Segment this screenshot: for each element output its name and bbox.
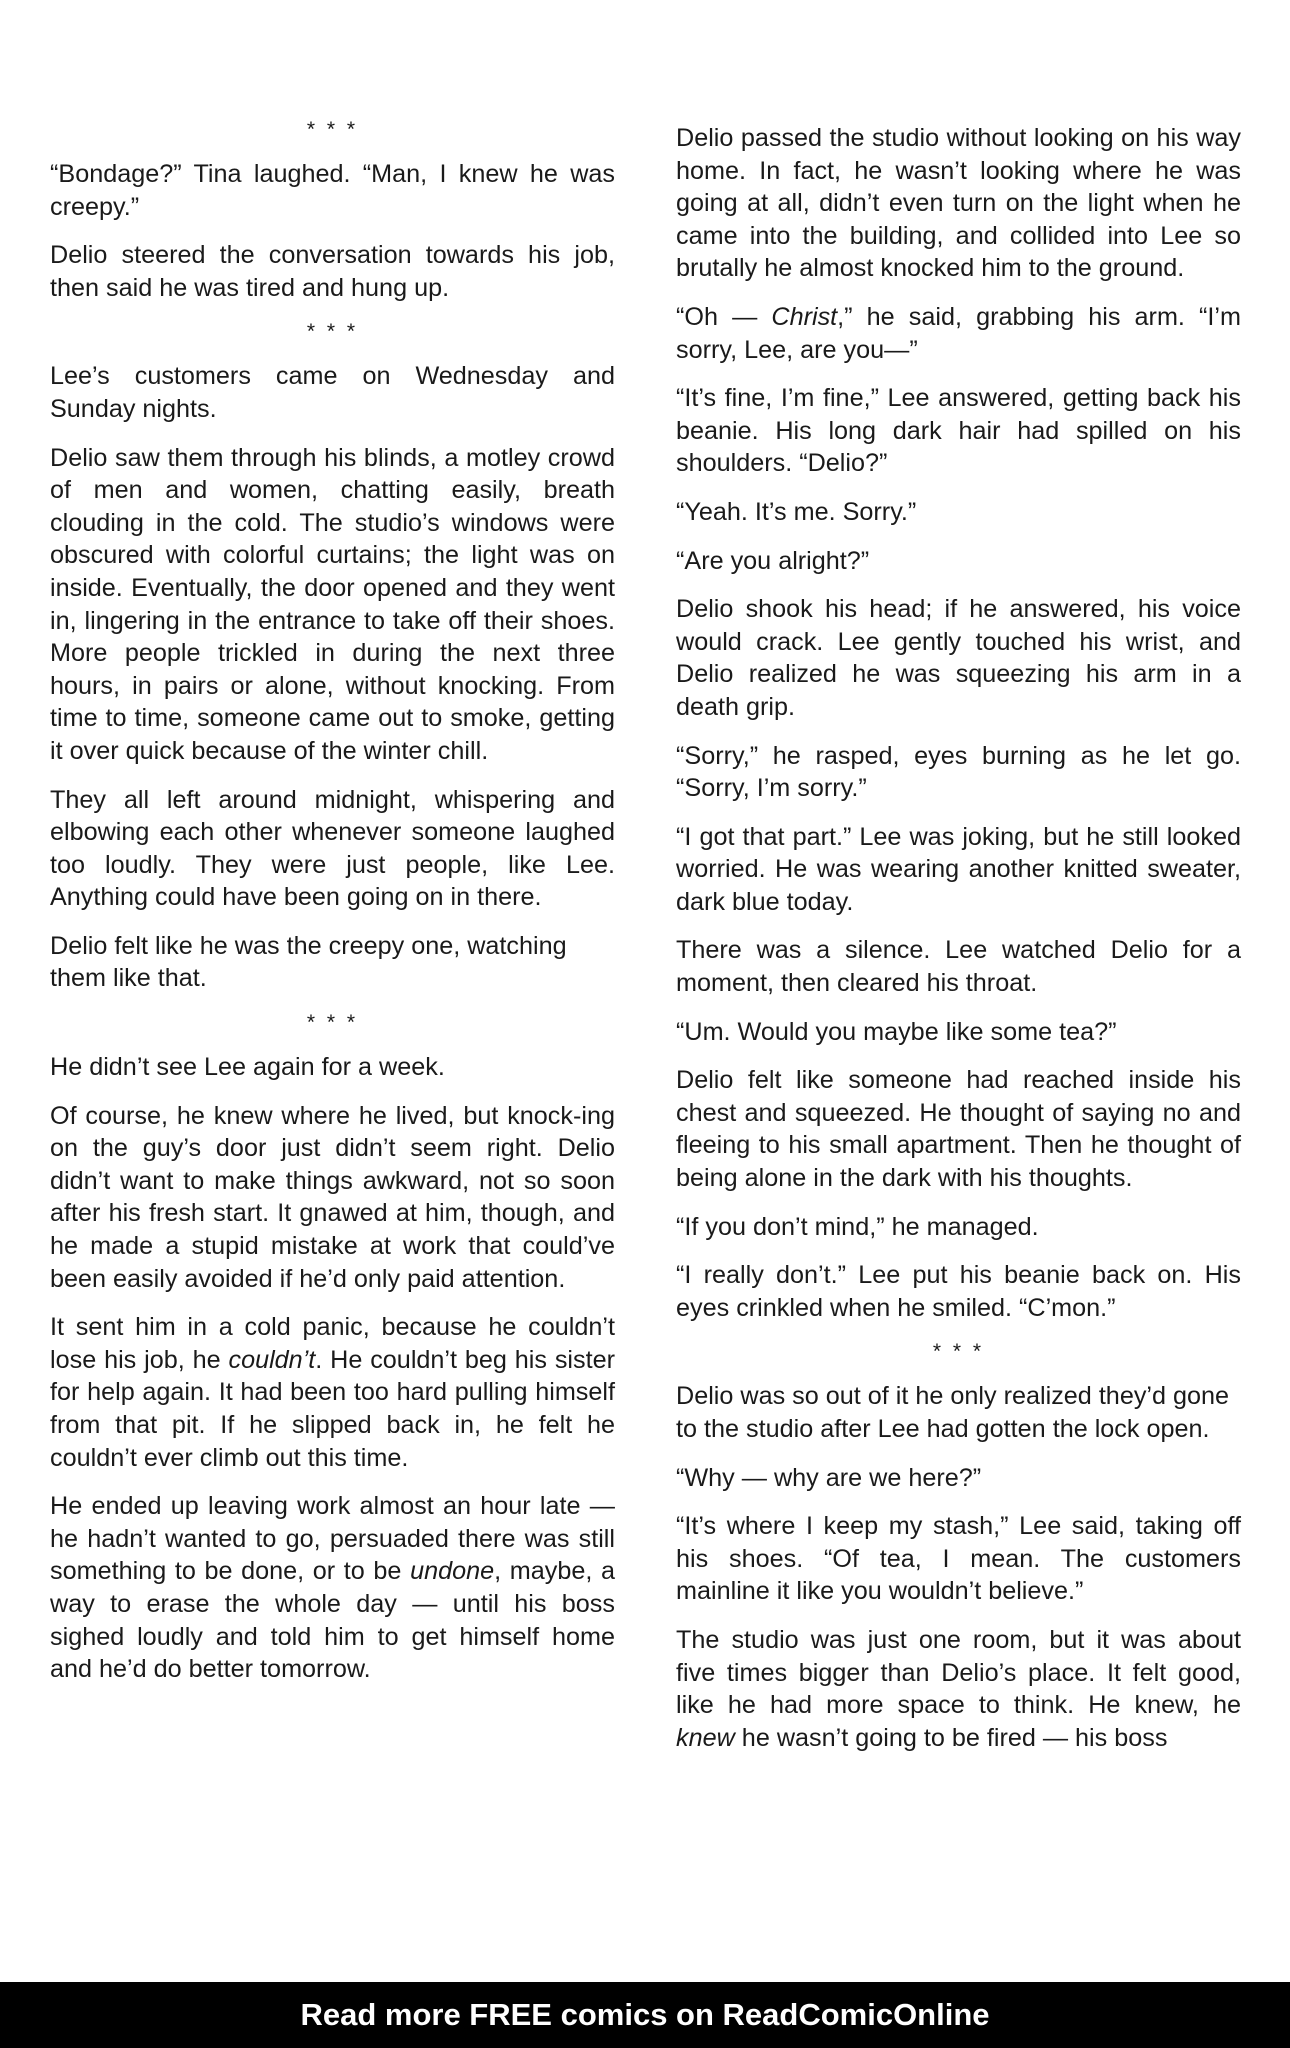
text-run: It sent him in a cold panic, because he couldn’t lose his job, he: [50, 1313, 615, 1374]
paragraph: [676, 593, 1241, 723]
text-run: . He couldn’t beg his sister for help again. It had been too hard pulling himself from that pit. If he slipped back in, he felt he couldn’t ever climb out this time.: [50, 1345, 615, 1472]
italic-text-run: couldn’t: [228, 1345, 316, 1374]
text-run: “If you don’t mind,” he managed.: [676, 1212, 1039, 1241]
text-run: Of course, he knew where he lived, but knock-ing on the guy’s door just didn’t seem right. Delio didn’t want to make things awkward, not so soon after his fresh start. It gnawed at him, though, and he made a stupid mistake at work that could’ve been easily avoided if he’d only paid attention.: [50, 1101, 615, 1293]
italic-text-run: Christ: [771, 302, 838, 331]
paragraph: [50, 158, 615, 223]
paragraph: [50, 360, 615, 425]
text-run: Delio passed the studio without looking on his way home. In fact, he wasn’t looking where he was going at all, didn’t even turn on the light when he came into the building, and collided into Lee so brutally he almost knocked him to the ground.: [676, 124, 1241, 283]
paragraph: [676, 545, 1241, 578]
paragraph: [676, 740, 1241, 805]
text-run: Delio shook his head; if he answered, his voice would crack. Lee gently touched his wrist, and Delio realized he was squeezing his arm in a death grip.: [676, 595, 1241, 721]
text-run: “I really don’t.” Lee put his beanie back on. His eyes crinkled when he smiled. “C’mon.”: [676, 1261, 1241, 1322]
italic-text-run: undone: [410, 1557, 495, 1586]
text-run: Delio saw them through his blinds, a motley crowd of men and women, chatting easily, breath clouding in the cold. The studio’s windows were obscured with colorful curtains; the light was on inside. Eventually, the door opened and they went in, lingering in the entrance to take off their shoes. More people trickled in during the next three hours, in pairs or alone, without knocking. From time to time, someone came out to smoke, getting it over quick because of the winter chill.: [50, 443, 615, 765]
section-break: * * *: [306, 320, 359, 344]
text-run: “Why — why are we here?”: [676, 1463, 982, 1492]
text-run: He ended up leaving work almost an hour late — he hadn’t wanted to go, persuaded there was still something to be done, or to be: [50, 1492, 615, 1586]
paragraph: [676, 1380, 1241, 1445]
paragraph: [50, 442, 615, 768]
text-run: He didn’t see Lee again for a week.: [50, 1053, 445, 1082]
paragraph: [50, 1311, 615, 1474]
paragraph: [50, 930, 615, 995]
text-run: “Um. Would you maybe like some tea?”: [676, 1017, 1117, 1046]
paragraph: [676, 1211, 1241, 1244]
paragraph: [50, 784, 615, 914]
text-run: “Oh —: [676, 302, 772, 331]
text-run: “It’s where I keep my stash,” Lee said, taking off his shoes. “Of tea, I mean. The customers mainline it like you wouldn’t believe.”: [676, 1512, 1241, 1606]
paragraph: [50, 1051, 615, 1084]
paragraph: [50, 239, 615, 304]
paragraph: [676, 301, 1241, 366]
text-run: he wasn’t going to be fired — his boss: [734, 1723, 1168, 1752]
text-run: They all left around midnight, whispering and elbowing each other whenever someone laughed too loudly. They were just people, like Lee. Anything could have been going on in there.: [50, 785, 615, 912]
paragraph: [676, 1016, 1241, 1049]
text-run: “Bondage?” Tina laughed. “Man, I knew he was creepy.”: [50, 160, 615, 221]
paragraph: [676, 122, 1241, 285]
text-run: There was a silence. Lee watched Delio for a moment, then cleared his throat.: [676, 936, 1241, 998]
paragraph: [676, 1462, 1241, 1495]
paragraph: [676, 1624, 1241, 1754]
text-run: , maybe, a way to erase the whole day — until his boss sighed loudly and told him to get himself home and he’d do better tomorrow.: [50, 1557, 615, 1684]
section-break: * * *: [306, 118, 359, 141]
text-run: Delio steered the conversation towards his job, then said he was tired and hung up.: [50, 241, 615, 302]
text-run: “I got that part.” Lee was joking, but he still looked worried. He was wearing another knitted sweater, dark blue today.: [676, 822, 1241, 916]
paragraph: [676, 1510, 1241, 1608]
paragraph: [676, 1259, 1241, 1324]
footer-promo-text[interactable]: Read more FREE comics on ReadComicOnline: [300, 1997, 990, 2032]
right-text-column: [676, 122, 1241, 1770]
text-run: Delio felt like he was the creepy one, watching them like that.: [50, 931, 567, 993]
text-run: Lee’s customers came on Wednesday and Sunday nights.: [50, 362, 615, 423]
paragraph: [676, 934, 1241, 999]
italic-text-run: knew: [676, 1723, 735, 1752]
text-run: “Yeah. It’s me. Sorry.”: [676, 497, 917, 526]
section-break: * * *: [306, 1011, 359, 1035]
paragraph: [676, 496, 1241, 529]
text-run: Delio felt like someone had reached inside his chest and squeezed. He thought of saying no and fleeing to his small apartment. Then he thought of being alone in the dark with his thoughts.: [676, 1066, 1241, 1193]
text-run: “Sorry,” he rasped, eyes burning as he let go. “Sorry, I’m sorry.”: [676, 741, 1241, 803]
footer-banner[interactable]: [0, 1982, 1290, 2048]
text-run: “Are you alright?”: [676, 546, 870, 575]
paragraph: [50, 1100, 615, 1296]
paragraph: [50, 1490, 615, 1686]
paragraph: [676, 382, 1241, 480]
paragraph: [676, 1064, 1241, 1194]
section-break: * * *: [932, 1340, 985, 1364]
text-run: Delio was so out of it he only realized they’d gone to the studio after Lee had gotten the lock open.: [676, 1382, 1230, 1443]
text-run: “It’s fine, I’m fine,” Lee answered, getting back his beanie. His long dark hair had spilled on his shoulders. “Delio?”: [676, 384, 1241, 478]
left-text-column: [50, 118, 615, 1702]
paragraph: [676, 821, 1241, 919]
text-run: The studio was just one room, but it was about five times bigger than Delio’s place. It felt good, like he had more space to think. He knew, he: [676, 1625, 1241, 1720]
text-run: ,” he said, grabbing his arm. “I’m sorry, Lee, are you—”: [676, 302, 1241, 364]
